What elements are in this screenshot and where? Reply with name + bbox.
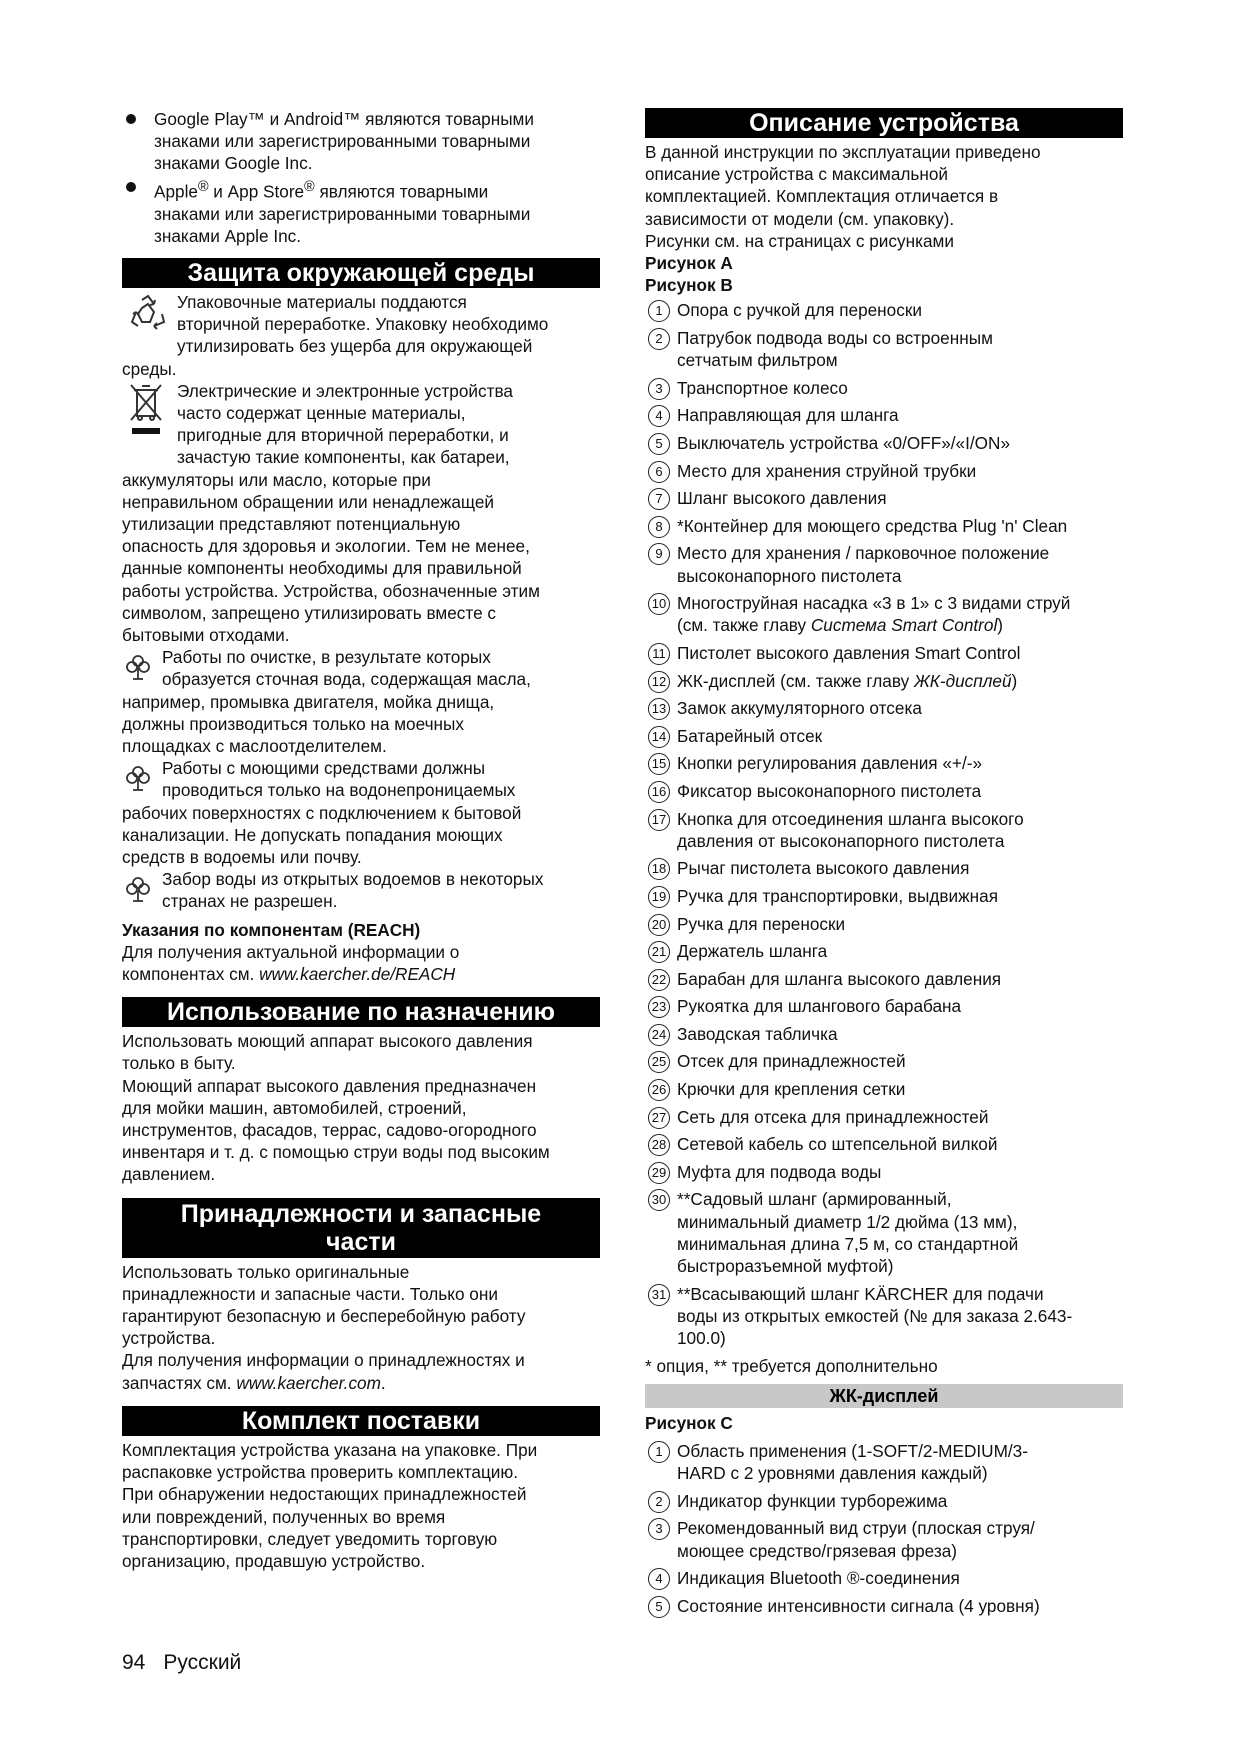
text-line: Работы с моющими средствами должны [162, 758, 486, 779]
kaercher-link[interactable]: www.kaercher.com [236, 1372, 381, 1393]
list-item [645, 913, 1123, 935]
item-text: HARD с 2 уровнями давления каждый) [677, 1463, 988, 1484]
number-circle-icon: 26 [648, 1079, 670, 1101]
section-title-environment: Защита окружающей среды [122, 258, 600, 288]
text-line: Комплектация устройства указана на упаковке. При [122, 1439, 538, 1460]
item-text: Патрубок подвода воды со встроенным [677, 328, 993, 349]
right-column [645, 108, 1123, 1622]
item-text: Состояние интенсивности сигнала (4 уровня) [677, 1595, 1040, 1616]
list-item [645, 1133, 1123, 1155]
left-column [122, 108, 600, 1572]
text-line: утилизировать без ущерба для окружающей [177, 336, 533, 357]
trademark-google [122, 108, 600, 175]
number-circle-icon: 11 [648, 643, 670, 665]
tree-drop-icon [123, 763, 153, 793]
figure-c-label: Рисунок C [645, 1412, 733, 1433]
number-circle-icon: 27 [648, 1107, 670, 1129]
item-text: Замок аккумуляторного отсека [677, 698, 922, 719]
text-line: давлением. [122, 1164, 216, 1185]
number-circle-icon: 24 [648, 1024, 670, 1046]
list-item [645, 432, 1123, 454]
text-line: запчастях см. www.kaercher.com. [122, 1372, 386, 1393]
text-line: Моющий аппарат высокого давления предназначен [122, 1075, 537, 1096]
section-title-lcd: ЖК-дисплей [645, 1384, 1123, 1408]
number-circle-icon: 10 [648, 593, 670, 615]
list-item [645, 1517, 1123, 1561]
list-item [645, 1283, 1123, 1350]
text-line: знаками или зарегистрированными товарными [154, 203, 531, 224]
section-title-accessories [122, 1198, 600, 1258]
text-line: комплектацией. Комплектация отличается в [645, 186, 999, 207]
chapter-reference[interactable]: Система Smart Control [810, 615, 998, 636]
language-label: Русский [163, 1651, 242, 1674]
list-item [645, 515, 1123, 537]
text-line: средств в водоемы или почву. [122, 847, 362, 868]
text-line: распаковке устройства проверить комплектацию. [122, 1462, 519, 1483]
list-item [645, 968, 1123, 990]
text-line: Google Play™ и Android™ являются товарными [154, 109, 534, 129]
item-text: Крючки для крепления сетки [677, 1079, 906, 1100]
text-line: например, промывка двигателя, мойка днища, [122, 691, 495, 712]
item-text: Индикация Bluetooth ®-соединения [677, 1568, 960, 1589]
list-item [645, 995, 1123, 1017]
text-line: канализации. Не допускать попадания моющих [122, 824, 503, 845]
list-item [645, 592, 1123, 636]
text-line: работы устройства. Устройства, обозначенные этим [122, 580, 540, 601]
item-text: Ручка для транспортировки, выдвижная [677, 885, 998, 906]
text-line: часто содержат ценные материалы, [177, 402, 466, 423]
item-text: *Контейнер для моющего средства Plug 'n' Clean [677, 515, 1068, 536]
list-item [645, 460, 1123, 482]
text-line: Для получения актуальной информации о [122, 941, 460, 962]
item-text: Сеть для отсека для принадлежностей [677, 1106, 989, 1127]
number-circle-icon: 3 [648, 378, 670, 400]
list-item [645, 327, 1123, 371]
reach-link[interactable]: www.kaercher.de/REACH [259, 964, 456, 985]
item-text: Место для хранения струйной трубки [677, 460, 977, 481]
number-circle-icon: 2 [648, 328, 670, 350]
text-line: для мойки машин, автомобилей, строений, [122, 1097, 467, 1118]
list-item [645, 780, 1123, 802]
text-line: пригодные для вторичной переработки, и [177, 425, 509, 446]
text-line: проводиться только на водонепроницаемых [162, 780, 516, 801]
text-line: Электрические и электронные устройства [177, 380, 513, 401]
text-line: Для получения информации о принадлежностях и [122, 1350, 525, 1371]
figure-a-label: Рисунок A [645, 253, 733, 274]
number-circle-icon: 5 [648, 1596, 670, 1618]
text-line: только в быту. [122, 1053, 236, 1074]
number-circle-icon: 22 [648, 969, 670, 991]
list-item [645, 1440, 1123, 1484]
number-circle-icon: 21 [648, 941, 670, 963]
env-electronics [122, 380, 600, 646]
text-line: зависимости от модели (см. упаковку). [645, 208, 955, 229]
text-line: В данной инструкции по эксплуатации приведено [645, 142, 1041, 162]
page-number: 94 [122, 1651, 146, 1674]
text-line: Работы по очистке, в результате которых [162, 647, 491, 668]
lcd-list [645, 1440, 1123, 1617]
number-circle-icon: 15 [648, 753, 670, 775]
component-list [645, 299, 1123, 1349]
item-text: Батарейный отсек [677, 725, 823, 746]
text-line: Упаковочные материалы поддаются [177, 291, 467, 312]
env-water-intake [122, 868, 600, 912]
item-text: Опора с ручкой для переноски [677, 300, 922, 321]
item-text: Сетевой кабель со штепсельной вилкой [677, 1134, 998, 1155]
item-text: Барабан для шланга высокого давления [677, 968, 1002, 989]
item-text: давления от высоконапорного пистолета [677, 830, 1005, 851]
chapter-reference[interactable]: ЖК-дисплей [913, 670, 1012, 691]
number-circle-icon: 6 [648, 461, 670, 483]
text-line: утилизации представляют потенциальную [122, 513, 461, 534]
number-circle-icon: 31 [648, 1284, 670, 1306]
text-line: знаками Apple Inc. [154, 225, 302, 246]
list-item [645, 885, 1123, 907]
number-circle-icon: 28 [648, 1134, 670, 1156]
list-item [645, 1595, 1123, 1617]
text-line: Использовать моющий аппарат высокого давления [122, 1031, 533, 1052]
env-detergents [122, 757, 600, 868]
item-text: Многоструйная насадка «3 в 1» с 3 видами струй [677, 593, 1071, 614]
item-text: Рычаг пистолета высокого давления [677, 858, 970, 879]
number-circle-icon: 13 [648, 698, 670, 720]
text-line: аккумуляторы или масло, которые при [122, 469, 431, 490]
item-text: Фиксатор высоконапорного пистолета [677, 780, 982, 801]
list-item [645, 1188, 1123, 1277]
list-item [645, 299, 1123, 321]
text-line: странах не разрешен. [162, 891, 338, 912]
list-item [645, 697, 1123, 719]
section-title-intended-use: Использование по назначению [122, 997, 600, 1027]
number-circle-icon: 1 [648, 1441, 670, 1463]
list-item [645, 940, 1123, 962]
section-title-description: Описание устройства [645, 108, 1123, 138]
item-text: Место для хранения / парковочное положение [677, 543, 1050, 564]
text-line: знаками или зарегистрированными товарными [154, 131, 531, 152]
crossed-bin-icon [128, 382, 164, 436]
footnote: * опция, ** требуется дополнительно [645, 1355, 938, 1376]
item-text: Рекомендованный вид струи (плоская струя/ [677, 1518, 1035, 1539]
number-circle-icon: 20 [648, 914, 670, 936]
number-circle-icon: 23 [648, 996, 670, 1018]
list-item [645, 404, 1123, 426]
number-circle-icon: 5 [648, 433, 670, 455]
number-circle-icon: 3 [648, 1518, 670, 1540]
text-line: При обнаружении недостающих принадлежностей [122, 1484, 527, 1505]
text-line: среды. [122, 358, 177, 379]
number-circle-icon: 9 [648, 543, 670, 565]
item-text: Кнопка для отсоединения шланга высокого [677, 808, 1024, 829]
item-text: Держатель шланга [677, 941, 828, 962]
number-circle-icon: 8 [648, 516, 670, 538]
section-title-delivery: Комплект поставки [122, 1406, 600, 1436]
env-oil-cleaning [122, 646, 600, 757]
tree-drop-icon [123, 652, 153, 682]
number-circle-icon: 2 [648, 1491, 670, 1513]
number-circle-icon: 1 [648, 300, 670, 322]
trademark-apple [122, 176, 600, 247]
list-item [645, 487, 1123, 509]
item-text: ЖК-дисплей (см. также главу ЖК-дисплей) [677, 670, 1018, 691]
figure-b-label: Рисунок B [645, 275, 733, 296]
bullet-icon [126, 114, 136, 124]
item-text: Ручка для переноски [677, 913, 846, 934]
item-text: моющее средство/грязевая фреза) [677, 1540, 958, 1561]
text-line: площадках с маслоотделителем. [122, 736, 387, 757]
item-text: минимальный диаметр 1/2 дюйма (13 мм), [677, 1211, 1018, 1232]
text-line: должны производиться только на моечных [122, 713, 464, 734]
list-item [645, 1050, 1123, 1072]
text-line: описание устройства с максимальной [645, 164, 949, 185]
list-item [645, 377, 1123, 399]
item-text: **Садовый шланг (армированный, [677, 1189, 952, 1210]
text-line: опасность для здоровья и экологии. Тем не менее, [122, 536, 530, 557]
list-item [645, 1567, 1123, 1589]
item-text: быстроразъемной муфтой) [677, 1256, 894, 1277]
item-text: Транспортное колесо [677, 377, 848, 398]
text-line: Apple® и App Store® являются товарными [154, 178, 489, 202]
item-text: Индикатор функции турборежима [677, 1490, 948, 1511]
text-line: инструментов, фасадов, террас, садово-огородного [122, 1120, 537, 1141]
item-text: Отсек для принадлежностей [677, 1051, 906, 1072]
list-item [645, 1161, 1123, 1183]
list-item [645, 857, 1123, 879]
list-item [645, 752, 1123, 774]
item-text: Выключатель устройства «0/OFF»/«I/ON» [677, 433, 1010, 453]
number-circle-icon: 29 [648, 1162, 670, 1184]
item-text: Рукоятка для шлангового барабана [677, 996, 962, 1017]
text-line: знаками Google Inc. [154, 153, 313, 174]
text-line: или повреждений, полученных во время [122, 1506, 446, 1527]
env-packaging [122, 291, 600, 380]
text-line: устройства. [122, 1328, 216, 1349]
text-line: вторичной переработке. Упаковку необходимо [177, 314, 549, 335]
text-line: организацию, продавшую устройство. [122, 1550, 426, 1571]
text-line: транспортировки, следует уведомить торговую [122, 1528, 498, 1549]
text-line: Рисунки см. на страницах с рисунками [645, 230, 954, 251]
item-text: воды из открытых емкостей (№ для заказа 2.643- [677, 1305, 1073, 1326]
number-circle-icon: 18 [648, 858, 670, 880]
number-circle-icon: 14 [648, 726, 670, 748]
item-text: Шланг высокого давления [677, 488, 887, 509]
text-line: принадлежности и запасные части. Только они [122, 1283, 498, 1304]
text-line: зачастую такие компоненты, как батареи, [177, 447, 510, 468]
item-text: (см. также главу Система Smart Control) [677, 615, 1003, 636]
bullet-icon [126, 182, 136, 192]
item-text: Пистолет высокого давления Smart Control [677, 642, 1021, 663]
number-circle-icon: 17 [648, 809, 670, 831]
number-circle-icon: 25 [648, 1051, 670, 1073]
text-line: образуется сточная вода, содержащая масла, [162, 669, 531, 690]
list-item [645, 808, 1123, 852]
item-text: Заводская табличка [677, 1023, 838, 1044]
item-text: Муфта для подвода воды [677, 1161, 882, 1182]
item-text: 100.0) [677, 1328, 726, 1349]
title-line: Принадлежности и запасные [180, 1199, 542, 1228]
text-line: гарантируют безопасную и бесперебойную работу [122, 1306, 526, 1327]
number-circle-icon: 19 [648, 886, 670, 908]
page-footer [122, 1651, 259, 1675]
tree-drop-icon [123, 874, 153, 904]
recycling-icon [128, 294, 168, 332]
number-circle-icon: 12 [648, 671, 670, 693]
text-line: Использовать только оригинальные [122, 1261, 410, 1282]
text-line: неправильном обращении или ненадлежащей [122, 491, 495, 512]
list-item [645, 670, 1123, 692]
item-text: высоконапорного пистолета [677, 565, 902, 586]
list-item [645, 1490, 1123, 1512]
text-line: рабочих поверхностях с подключением к бытовой [122, 802, 522, 823]
text-line: данные компоненты необходимы для правильной [122, 558, 522, 579]
list-item [645, 642, 1123, 664]
item-text: Кнопки регулирования давления «+/-» [677, 753, 983, 774]
item-text: минимальная длина 7,5 м, со стандартной [677, 1233, 1019, 1254]
list-item [645, 1023, 1123, 1045]
number-circle-icon: 7 [648, 488, 670, 510]
text-line: Забор воды из открытых водоемов в некоторых [162, 869, 544, 890]
number-circle-icon: 4 [648, 405, 670, 427]
text-line: символом, запрещено утилизировать вместе с [122, 602, 497, 623]
number-circle-icon: 4 [648, 1568, 670, 1590]
list-item [645, 725, 1123, 747]
reach-title: Указания по компонентам (REACH) [122, 919, 421, 940]
text-line: инвентаря и т. д. с помощью струи воды под высоким [122, 1142, 550, 1163]
number-circle-icon: 16 [648, 781, 670, 803]
item-text: сетчатым фильтром [677, 350, 838, 371]
list-item [645, 1078, 1123, 1100]
item-text: **Всасывающий шланг KÄRCHER для подачи [677, 1283, 1044, 1304]
number-circle-icon: 30 [648, 1189, 670, 1211]
list-item [645, 542, 1123, 586]
title-line: части [326, 1227, 396, 1256]
text-line: бытовыми отходами. [122, 625, 290, 645]
list-item [645, 1106, 1123, 1128]
item-text: Направляющая для шланга [677, 405, 899, 426]
text-line: компонентах см. www.kaercher.de/REACH [122, 964, 456, 985]
item-text: Область применения (1-SOFT/2-MEDIUM/3- [677, 1441, 1028, 1462]
